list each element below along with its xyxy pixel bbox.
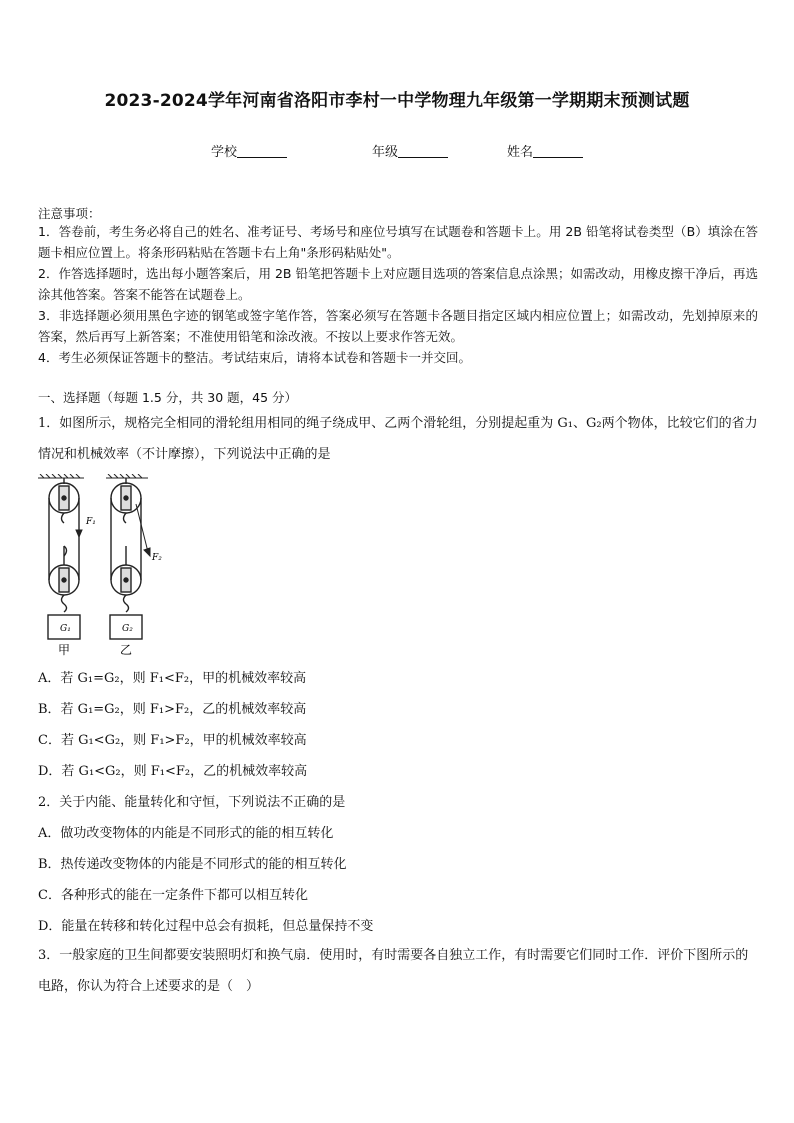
question-1-stem: 1．如图所示，规格完全相同的滑轮组用相同的绳子绕成甲、乙两个滑轮组，分别提起重为 G₁、G₂两个物体，比较它们的省力情况和机械效率（不计摩擦），下列说法中正确的是 [38, 416, 758, 462]
name-blank[interactable] [533, 145, 583, 158]
q2-option-c[interactable]: C．各种形式的能在一定条件下都可以相互转化 [38, 888, 308, 903]
pulley-figure [36, 474, 176, 658]
notice-item-1: 1．答卷前，考生务必将自己的姓名、准考证号、考场号和座位号填写在试题卷和答题卡上。用 2B 铅笔将试卷类型（B）填涂在答题卡相应位置上。将条形码粘贴在答题卡右上角"条形码粘贴处"。 [38, 224, 758, 260]
school-blank[interactable] [237, 145, 287, 158]
notice-item-4: 4．考生必须保证答题卡的整洁。考试结束后，请将本试卷和答题卡一并交回。 [38, 350, 471, 365]
q1-option-a[interactable]: A．若 G₁=G₂，则 F₁<F₂，甲的机械效率较高 [38, 671, 307, 686]
question-2-stem: 2．关于内能、能量转化和守恒，下列说法不正确的是 [38, 795, 346, 810]
ceiling-right [106, 474, 148, 478]
q1-option-b[interactable]: B．若 G₁=G₂，则 F₁>F₂，乙的机械效率较高 [38, 702, 307, 717]
notice-item-2: 2．作答选择题时，选出每小题答案后，用 2B 铅笔把答题卡上对应题目选项的答案信息点涂黑；如需改动，用橡皮擦干净后，再选涂其他答案。答案不能答在试题卷上。 [38, 266, 758, 302]
notice-heading: 注意事项： [38, 206, 101, 221]
notice-item-3: 3．非选择题必须用黑色字迹的钢笔或签字笔作答，答案必须写在答题卡各题目指定区域内相应位置上；如需改动，先划掉原来的答案，然后再写上新答案；不准使用铅笔和涂改液。不按以上要求作答无效。 [38, 308, 758, 344]
grade-label: 年级 [372, 145, 399, 160]
section-heading: 一、选择题（每题 1.5 分，共 30 题，45 分） [38, 390, 298, 405]
figure-label-jia: 甲 [58, 643, 71, 657]
ceiling-left [38, 474, 84, 478]
question-3-stem: 3．一般家庭的卫生间都要安装照明灯和换气扇．使用时，有时需要各自独立工作，有时需要它们同时工作．评价下图所示的电路，你认为符合上述要求的是（ ） [38, 948, 749, 994]
weight-label-g2: G₂ [122, 624, 133, 634]
pulley-system-left [48, 478, 86, 639]
q2-option-b[interactable]: B．热传递改变物体的内能是不同形式的能的相互转化 [38, 857, 347, 872]
figure-label-yi: 乙 [120, 643, 133, 657]
q2-option-a[interactable]: A．做功改变物体的内能是不同形式的能的相互转化 [38, 826, 334, 841]
force-label-f1: F₁ [86, 517, 96, 527]
force-arrow-right [136, 504, 150, 556]
school-field[interactable] [211, 141, 287, 160]
weight-label-g1: G₁ [60, 624, 71, 634]
q1-option-d[interactable]: D．若 G₁<G₂，则 F₁<F₂，乙的机械效率较高 [38, 764, 308, 779]
force-label-f2: F₂ [152, 553, 162, 563]
q2-option-d[interactable]: D．能量在转移和转化过程中总会有损耗，但总量保持不变 [38, 919, 374, 934]
name-label: 姓名 [507, 145, 534, 160]
name-field[interactable] [507, 141, 583, 160]
force-arrow-left [76, 504, 82, 537]
pulley-system-right [110, 478, 142, 639]
page-title: 2023-2024学年河南省洛阳市李村一中学物理九年级第一学期期末预测试题 [104, 91, 690, 111]
school-label: 学校 [211, 145, 238, 160]
grade-blank[interactable] [398, 145, 448, 158]
q1-option-c[interactable]: C．若 G₁<G₂，则 F₁>F₂，甲的机械效率较高 [38, 733, 307, 748]
grade-field[interactable] [372, 141, 448, 160]
